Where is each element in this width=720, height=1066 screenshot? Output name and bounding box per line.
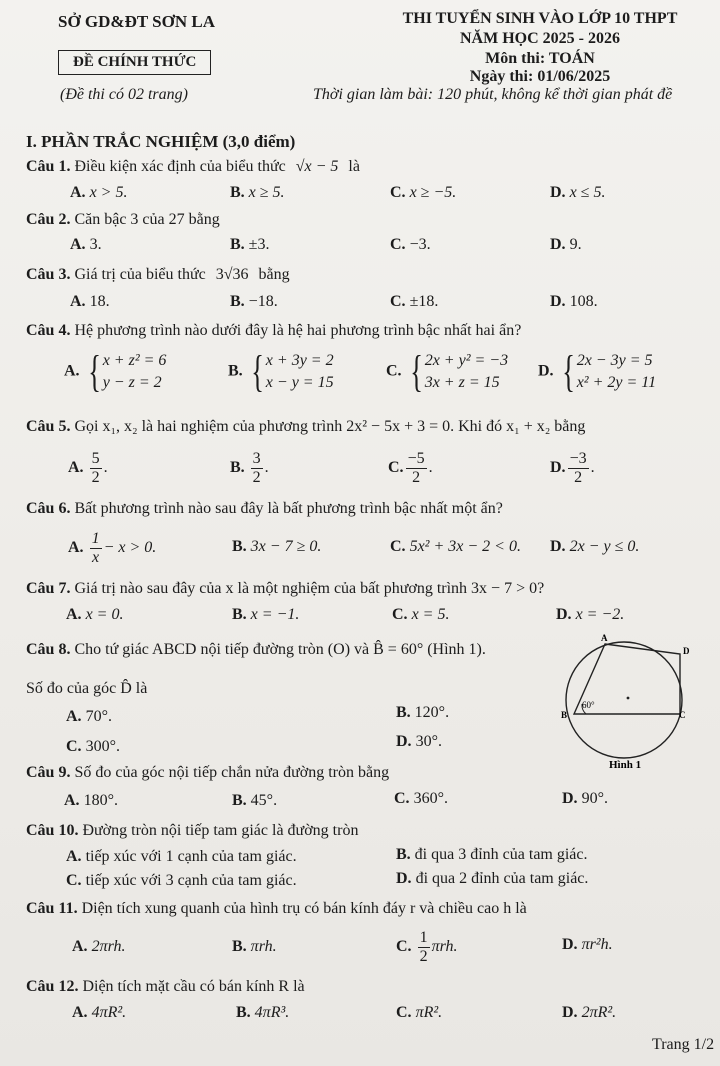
department-name: SỞ GD&ĐT SƠN LA <box>58 12 215 31</box>
q6-option-a[interactable]: A. $\frac{1}{x}$ − x > 0. <box>68 530 157 566</box>
vertex-c-label: C <box>679 710 686 720</box>
q6-option-d[interactable]: D. 2x − y ≤ 0. <box>550 538 640 555</box>
pages-note: (Đề thi có 02 trang) <box>60 86 188 103</box>
section-title: I. PHẦN TRẮC NGHIỆM (3,0 điểm) <box>26 132 296 151</box>
q11-option-c[interactable]: C. $\frac{1}{2}$ πrh. <box>396 929 458 965</box>
q9-option-a[interactable]: A. 180°. <box>64 792 118 809</box>
q4-option-d[interactable]: D. { 2x − 3y = 5 x² + 2y = 11 <box>538 347 657 396</box>
q5-option-c[interactable]: C. $\frac{-5}{2}$ . <box>388 450 433 486</box>
question-8: Câu 8. Cho tứ giác ABCD nội tiếp đường tròn (O) và B̂ = 60° (Hình 1). <box>26 641 486 658</box>
q7-option-b[interactable]: B. x = −1. <box>232 606 300 623</box>
vertex-b-label: B <box>561 710 568 720</box>
question-2: Câu 2. Căn bậc 3 của 27 bằng <box>26 211 220 228</box>
question-8-line2: Số đo của góc D̂ là <box>26 680 148 697</box>
q6-option-c[interactable]: C. 5x² + 3x − 2 < 0. <box>390 538 521 555</box>
q4-option-b[interactable]: B. { x + 3y = 2 x − y = 15 <box>228 347 334 396</box>
q5-option-d[interactable]: D. $\frac{-3}{2}$ . <box>550 450 595 486</box>
q1-option-b[interactable]: B. x ≥ 5. <box>230 184 285 201</box>
question-11: Câu 11. Diện tích xung quanh của hình trụ có bán kính đáy r và chiều cao h là <box>26 900 527 917</box>
q1-option-a[interactable]: A. x > 5. <box>70 184 128 201</box>
exam-duration: Thời gian làm bài: 120 phút, không kể thời gian phát đề <box>313 86 673 103</box>
official-label: ĐỀ CHÍNH THỨC <box>58 50 211 75</box>
question-12: Câu 12. Diện tích mặt cầu có bán kính R là <box>26 978 305 995</box>
question-7: Câu 7. Giá trị nào sau đây của x là một nghiệm của bất phương trình 3x − 7 > 0? <box>26 580 545 597</box>
q12-option-a[interactable]: A. 4πR². <box>72 1004 127 1021</box>
q2-option-c[interactable]: C. −3. <box>390 236 431 253</box>
q7-option-c[interactable]: C. x = 5. <box>392 606 450 623</box>
q5-option-a[interactable]: A. $\frac{5}{2}$ . <box>68 450 108 486</box>
exam-subject: Môn thi: TOÁN <box>485 50 595 67</box>
sqrt-expression: 3√36 <box>215 266 249 283</box>
q7-option-a[interactable]: A. x = 0. <box>66 606 124 623</box>
q1-option-d[interactable]: D. x ≤ 5. <box>550 184 606 201</box>
q8-option-a[interactable]: A. 70°. <box>66 708 112 725</box>
q5-option-b[interactable]: B. $\frac{3}{2}$ . <box>230 450 269 486</box>
question-1: Câu 1. Điều kiện xác định của biểu thức √x − 5 là <box>26 158 360 175</box>
q9-option-c[interactable]: C. 360°. <box>394 790 448 807</box>
question-3: Câu 3. Giá trị của biểu thức 3√36 bằng <box>26 266 290 283</box>
angle-b-label: 60° <box>582 700 595 710</box>
q2-option-b[interactable]: B. ±3. <box>230 236 270 253</box>
question-6: Câu 6. Bất phương trình nào sau đây là bất phương trình bậc nhất một ẩn? <box>26 500 503 517</box>
sqrt-expression: √x − 5 <box>295 158 339 175</box>
q9-option-d[interactable]: D. 90°. <box>562 790 608 807</box>
q12-option-b[interactable]: B. 4πR³. <box>236 1004 290 1021</box>
question-10: Câu 10. Đường tròn nội tiếp tam giác là đường tròn <box>26 822 359 839</box>
q7-option-d[interactable]: D. x = −2. <box>556 606 625 623</box>
q3-option-a[interactable]: A. 18. <box>70 293 110 310</box>
exam-date: Ngày thi: 01/06/2025 <box>469 68 611 85</box>
q6-option-b[interactable]: B. 3x − 7 ≥ 0. <box>232 538 322 555</box>
q12-option-c[interactable]: C. πR². <box>396 1004 443 1021</box>
vertex-d-label: D <box>683 646 690 656</box>
q12-option-d[interactable]: D. 2πR². <box>562 1004 617 1021</box>
q10-option-a[interactable]: A. tiếp xúc với 1 cạnh của tam giác. <box>66 848 297 865</box>
page-number: Trang 1/2 <box>652 1036 715 1053</box>
q9-option-b[interactable]: B. 45°. <box>232 792 278 809</box>
exam-title: THI TUYỂN SINH VÀO LỚP 10 THPT <box>402 10 678 27</box>
q2-option-d[interactable]: D. 9. <box>550 236 582 253</box>
q11-option-a[interactable]: A. 2πrh. <box>72 938 126 955</box>
school-year: NĂM HỌC 2025 - 2026 <box>460 30 620 47</box>
vertex-a-label: A <box>601 633 608 643</box>
figure-cyclic-quadrilateral <box>560 632 690 772</box>
q8-option-c[interactable]: C. 300°. <box>66 738 120 755</box>
q8-option-d[interactable]: D. 30°. <box>396 733 442 750</box>
q3-option-b[interactable]: B. −18. <box>230 293 278 310</box>
q2-option-a[interactable]: A. 3. <box>70 236 102 253</box>
q10-option-d[interactable]: D. đi qua 2 đỉnh của tam giác. <box>396 870 589 887</box>
q3-option-d[interactable]: D. 108. <box>550 293 598 310</box>
center-o-point <box>627 697 630 700</box>
question-9: Câu 9. Số đo của góc nội tiếp chắn nửa đường tròn bằng <box>26 764 390 781</box>
q4-option-c[interactable]: C. { 2x + y² = −3 3x + z = 15 <box>386 347 509 396</box>
question-4: Câu 4. Hệ phương trình nào dưới đây là hệ hai phương trình bậc nhất hai ẩn? <box>26 322 522 339</box>
q11-option-d[interactable]: D. πr²h. <box>562 936 613 953</box>
q11-option-b[interactable]: B. πrh. <box>232 938 277 955</box>
figure-caption: Hình 1 <box>609 759 642 771</box>
q10-option-c[interactable]: C. tiếp xúc với 3 cạnh của tam giác. <box>66 872 297 889</box>
q8-option-b[interactable]: B. 120°. <box>396 704 450 721</box>
q10-option-b[interactable]: B. đi qua 3 đỉnh của tam giác. <box>396 846 588 863</box>
q1-option-c[interactable]: C. x ≥ −5. <box>390 184 457 201</box>
question-5: Câu 5. Gọi x₁, x₂ là hai nghiệm của phương trình 2x² − 5x + 3 = 0. Khi đó x₁ + x₂ bằng <box>26 418 586 435</box>
q3-option-c[interactable]: C. ±18. <box>390 293 439 310</box>
q4-option-a[interactable]: A. { x + z² = 6 y − z = 2 <box>64 347 167 396</box>
